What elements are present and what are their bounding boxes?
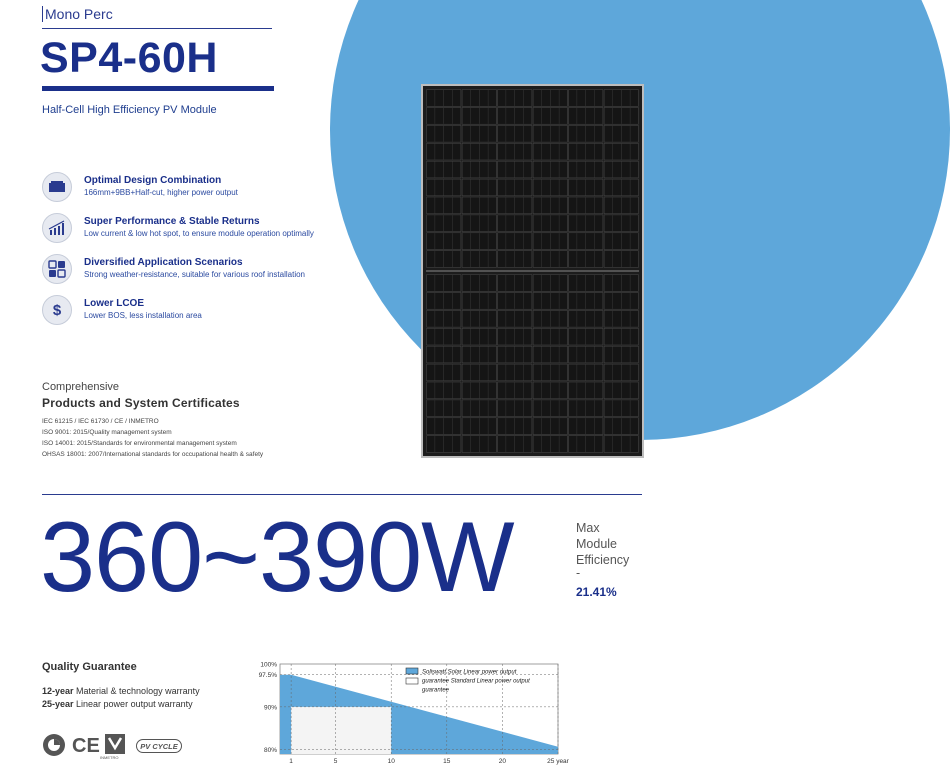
feature-title: Optimal Design Combination bbox=[84, 175, 222, 186]
product-subtitle: Half-Cell High Efficiency PV Module bbox=[42, 104, 217, 116]
efficiency-label-line: Module bbox=[576, 537, 617, 551]
legend-label: Soliswatt Solar Linear power output bbox=[422, 669, 517, 676]
feature-item bbox=[42, 172, 362, 206]
warranty-line bbox=[42, 686, 200, 696]
solar-panel-image bbox=[421, 84, 644, 458]
warranty-years: 12-year bbox=[42, 686, 74, 696]
feature-item bbox=[42, 295, 362, 329]
module-icon bbox=[42, 172, 72, 202]
pv-cycle-logo: PV CYCLE bbox=[136, 739, 182, 753]
certificates-subheading: Products and System Certificates bbox=[42, 396, 240, 410]
x-tick-label: 5 bbox=[333, 758, 338, 765]
power-range: 360~390W bbox=[40, 501, 514, 612]
growth-chart-icon bbox=[42, 213, 72, 243]
feature-item bbox=[42, 213, 362, 247]
feature-description: Low current & low hot spot, to ensure module operation optimally bbox=[84, 229, 314, 238]
certificate-line: IEC 61215 / IEC 61730 / CE / INMETRO bbox=[42, 418, 159, 425]
section-divider bbox=[42, 494, 642, 495]
standard-guarantee-step-area bbox=[291, 707, 391, 754]
feature-item bbox=[42, 254, 362, 288]
x-tick-label: 20 bbox=[498, 758, 507, 765]
certificate-line: OHSAS 18001: 2007/International standards for occupational health & safety bbox=[42, 451, 264, 458]
legend-label: guarantee bbox=[422, 687, 450, 694]
inmetro-icon bbox=[104, 733, 126, 755]
warranty-text: Material & technology warranty bbox=[73, 686, 200, 696]
x-tick-label: 1 bbox=[289, 758, 293, 765]
feature-title: Diversified Application Scenarios bbox=[84, 257, 243, 268]
model-title: SP4-60H bbox=[40, 34, 218, 82]
efficiency-label bbox=[576, 520, 629, 578]
legend-label: guarantee Standard Linear power output bbox=[422, 678, 530, 685]
legend-swatch-linear bbox=[406, 668, 418, 674]
ce-mark: CE bbox=[72, 735, 100, 757]
series-label: Mono Perc bbox=[42, 6, 113, 22]
certificate-line: ISO 14001: 2015/Standards for environmental management system bbox=[42, 440, 237, 447]
dollar-icon: $ bbox=[42, 295, 72, 325]
warranty-line bbox=[42, 699, 193, 709]
feature-description: Strong weather-resistance, suitable for various roof installation bbox=[84, 270, 305, 279]
legend-swatch-standard bbox=[406, 678, 418, 684]
warranty-text: Linear power output warranty bbox=[73, 699, 193, 709]
efficiency-label-line: - bbox=[576, 566, 581, 580]
x-tick-label: 10 bbox=[387, 758, 395, 765]
x-tick-label: 15 bbox=[443, 758, 451, 765]
efficiency-value: 21.41% bbox=[576, 585, 617, 599]
efficiency-label-line: Max bbox=[576, 521, 600, 535]
grid-apps-icon bbox=[42, 254, 72, 284]
warranty-chart bbox=[250, 657, 569, 772]
model-underline bbox=[42, 86, 274, 91]
y-tick-label: 97.5% bbox=[258, 672, 277, 680]
feature-description: Lower BOS, less installation area bbox=[84, 311, 202, 320]
feature-title: Lower LCOE bbox=[84, 298, 145, 309]
feature-title: Super Performance & Stable Returns bbox=[84, 216, 260, 227]
certification-logos bbox=[42, 733, 232, 761]
y-tick-label: 100% bbox=[260, 661, 277, 669]
y-tick-label: 80% bbox=[263, 747, 277, 755]
feature-description: 166mm+9BB+Half-cut, higher power output bbox=[84, 188, 238, 197]
header-divider bbox=[42, 28, 272, 29]
quality-heading: Quality Guarantee bbox=[42, 661, 137, 673]
inmetro-label: INMETRO bbox=[100, 755, 119, 760]
x-tick-label: 25 year bbox=[547, 758, 569, 765]
efficiency-label-line: Efficiency bbox=[576, 553, 630, 567]
recycle-seal-icon bbox=[42, 733, 66, 757]
warranty-years: 25-year bbox=[42, 699, 74, 709]
certificate-line: ISO 9001: 2015/Quality management system bbox=[42, 429, 172, 436]
y-tick-label: 90% bbox=[263, 704, 277, 712]
certificates-heading: Comprehensive bbox=[42, 381, 120, 393]
